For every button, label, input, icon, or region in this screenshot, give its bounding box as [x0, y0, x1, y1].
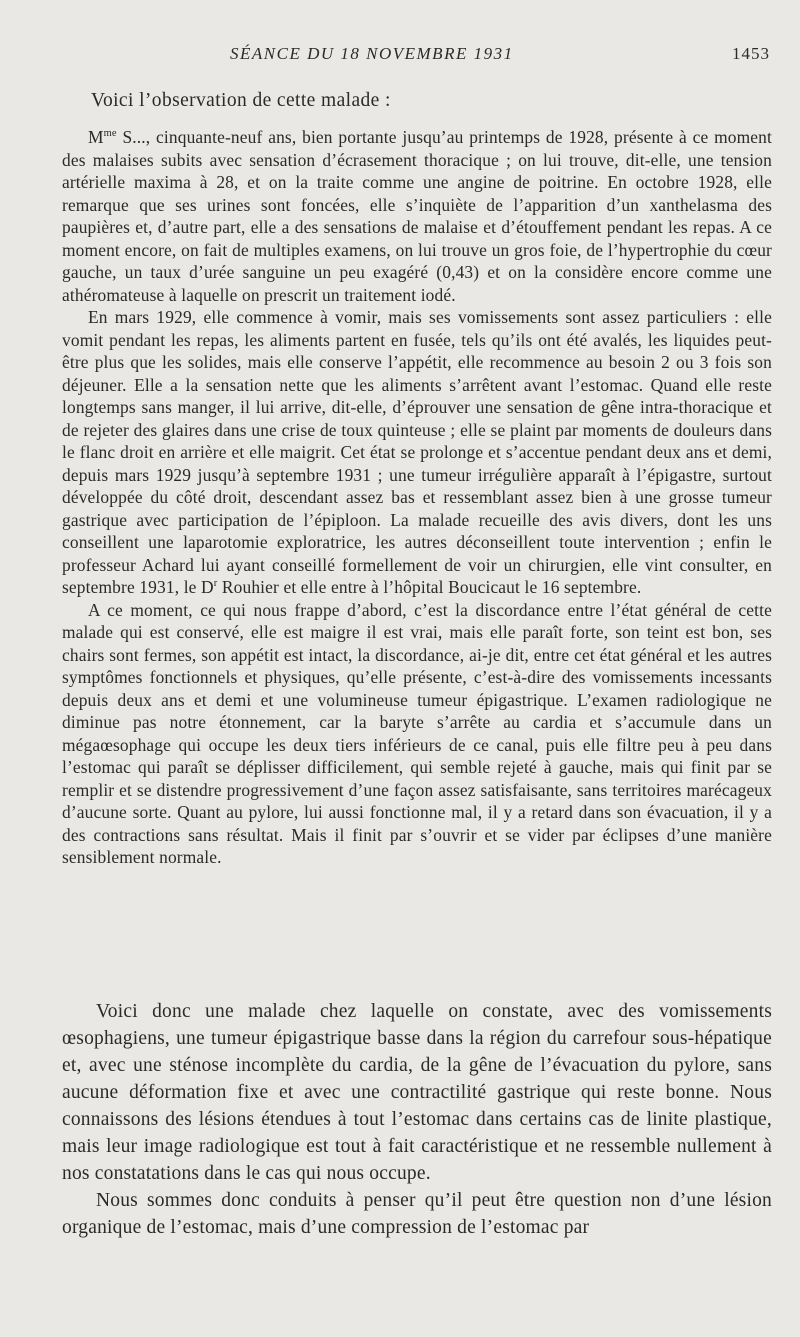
patient-abbrev: M [88, 127, 104, 147]
discussion-paragraph: Voici donc une malade chez laquelle on constate, avec des vomissements œsophagiens, une tumeur épigastrique basse dans la région du carrefour sous-hépatique et, avec une sténose incomplète du cardia, de la gêne de l’évacuation du pylore, sans aucune déformation fixe et avec une contractilité gastrique qui reste bonne. Nous connaissons des lésions étendues à tout l’estomac dans certains cas de linite plastique, mais leur image radiologique est tout à fait caractéristique et ne ressemble nullement à nos constatations dans le cas qui nous occupe. [62, 1001, 772, 1184]
doctor-abbrev-sup: r [213, 578, 218, 590]
observation-paragraph [62, 306, 772, 599]
observation-text: S..., cinquante-neuf ans, bien portante jusqu’au printemps de 1928, présente à ce moment des malaises subits avec sensation d’écrasement thoracique ; on lui trouve, dit-elle, une tension artérielle maxima à 28, et on la traite comme une angine de poitrine. En octobre 1928, elle remarque que ses urines sont foncées, elle s’inquiète de l’apparition d’un xanthelasma des paupières et, d’autre part, elle a des sensations de malaise et d’étouffement pendant les repas. A ce moment encore, on fait de multiples examens, on lui trouve un gros foie, de l’hypertrophie du cœur gauche, un taux d’urée sanguine un peu exagéré (0,43) et on la considère encore comme une athéromateuse à laquelle on prescrit un traitement iodé. [62, 127, 772, 305]
running-header [62, 44, 770, 66]
session-title: SÉANCE DU 18 NOVEMBRE 1931 [230, 44, 514, 63]
observation-paragraph [62, 126, 772, 306]
discussion-paragraph: Nous sommes donc conduits à penser qu’il peut être question non d’une lésion organique de l’estomac, mais d’une compression de l’estomac par [62, 1190, 772, 1238]
page-number: 1453 [732, 44, 770, 63]
patient-abbrev-sup: me [103, 128, 117, 140]
intro-line: Voici l’observation de cette malade : [91, 90, 391, 111]
observation-text: Rouhier et elle entre à l’hôpital Boucicaut le 16 septembre. [217, 577, 642, 597]
observation-section [62, 126, 772, 869]
discussion-section [62, 998, 772, 1241]
observation-text: En mars 1929, elle commence à vomir, mais ses vomissements sont assez particuliers : elle vomit pendant les repas, les aliments partent en fusée, tels qu’ils ont été avalés, les liquides peut-être plus que les solides, mais elle conserve l’appétit, elle recommence au besoin 2 ou 3 fois son déjeuner. Elle a la sensation nette que les aliments s’arrêtent avant l’estomac. Quand elle reste longtemps sans manger, il lui arrive, dit-elle, d’éprouver une sensation de gêne intra-thoracique et de rejeter des glaires dans une crise de toux quinteuse ; elle se plaint par moments de douleurs dans le flanc droit en arrière et elle maigrit. Cet état se prolonge et s’accentue pendant deux ans et demi, depuis mars 1929 jusqu’à septembre 1931 ; une tumeur irrégulière apparaît à l’épigastre, surtout développée du côté droit, descendant assez bas et ressemblant assez bien à une grosse tumeur gastrique avec participation de l’épiploon. La malade recueille des avis divers, dont les uns conseillent une laparotomie exploratrice, les autres déconseillent toute intervention ; enfin le professeur Achard lui ayant conseillé formellement de voir un chirurgien, elle vint consulter, en septembre 1931, le D [62, 307, 772, 597]
observation-paragraph: A ce moment, ce qui nous frappe d’abord, c’est la discordance entre l’état général de cette malade qui est conservé, elle est maigre il est vrai, mais elle paraît forte, son teint est bon, ses chairs sont fermes, son appétit est intact, la discordance, ai-je dit, entre cet état général et les autres symptômes fonctionnels et physiques, qu’elle présente, c’est-à-dire des vomissements incessants depuis deux ans et demi et une volumineuse tumeur épigastrique. L’examen radiologique ne diminue pas notre étonnement, car la baryte s’arrête au cardia et s’accumule dans un mégaœsophage qui occupe les deux tiers inférieurs de ce canal, puis elle filtre peu à peu dans l’estomac qui paraît se déplisser difficilement, qui semble rejeté à gauche, mais qui finit par se remplir et se distendre progressivement d’une façon assez satisfaisante, sans territoires marécageux d’aucune sorte. Quant au pylore, lui aussi fonctionne mal, il y a retard dans son évacuation, il y a des contractions sans résultat. Mais il finit par s’ouvrir et se vider par éclipses d’une manière sensiblement normale. [62, 599, 772, 867]
